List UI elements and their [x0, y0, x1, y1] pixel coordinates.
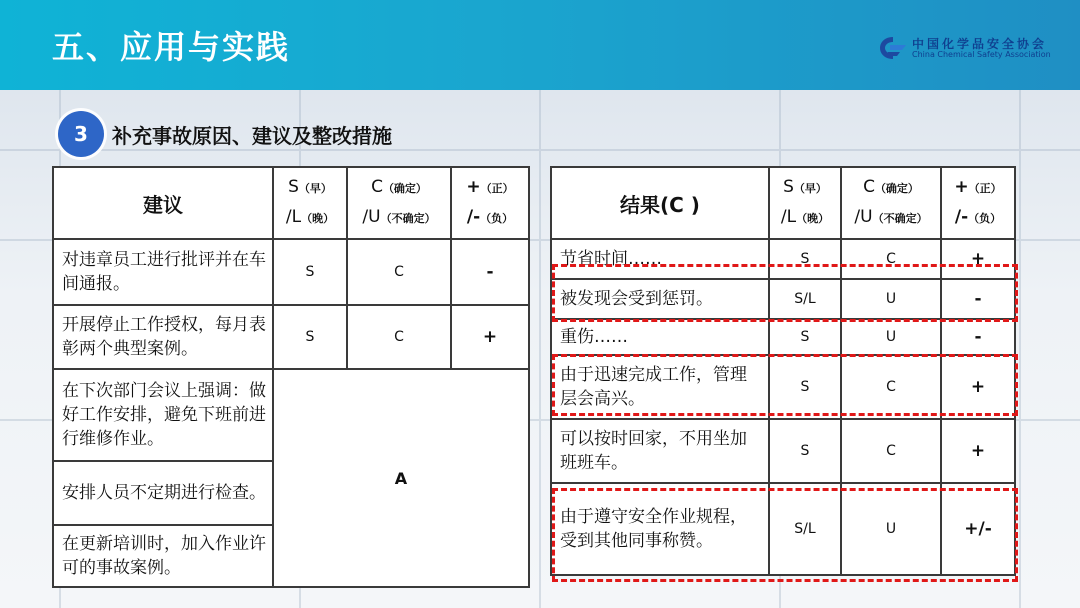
polarity-cell: - [451, 239, 529, 305]
result-text: 重伤…… [551, 319, 769, 355]
suggestion-text: 在下次部门会议上强调：做好工作安排，避免下班前进行维修作业。 [53, 369, 273, 461]
logo-english-name: China Chemical Safety Association [912, 50, 1051, 59]
certainty-cell: C [841, 355, 941, 419]
timing-cell: S [769, 319, 841, 355]
timing-cell: S/L [769, 279, 841, 319]
timing-cell: S [769, 239, 841, 279]
suggestion-text: 对违章员工进行批评并在车间通报。 [53, 239, 273, 305]
certainty-cell: U [841, 483, 941, 575]
header-bar [0, 0, 1080, 90]
header-suggestion: 建议 [53, 167, 273, 239]
header-polarity: +（正） /-（负） [451, 167, 529, 239]
table-row [551, 279, 1015, 319]
association-logo [876, 34, 1051, 64]
table-row [53, 239, 529, 305]
logo-mark-icon [876, 34, 910, 62]
polarity-cell: - [941, 319, 1015, 355]
certainty-cell: C [347, 305, 451, 369]
table-row [551, 355, 1015, 419]
timing-cell: S/L [769, 483, 841, 575]
table-row [551, 483, 1015, 575]
header-result: 结果(C ) [551, 167, 769, 239]
result-text: 可以按时回家，不用坐加班班车。 [551, 419, 769, 483]
logo-chinese-name: 中国化学品安全协会 [912, 37, 1048, 51]
table-row [551, 239, 1015, 279]
consequences-table [550, 166, 1016, 576]
polarity-cell: - [941, 279, 1015, 319]
header-polarity: +（正） /-（负） [941, 167, 1015, 239]
result-text: 由于迅速完成工作，管理层会高兴。 [551, 355, 769, 419]
timing-cell: S [273, 239, 347, 305]
result-text: 由于遵守安全作业规程，受到其他同事称赞。 [551, 483, 769, 575]
section-title: 补充事故原因、建议及整改措施 [112, 124, 392, 148]
timing-cell: S [769, 419, 841, 483]
result-text: 节省时间…… [551, 239, 769, 279]
suggestions-table [52, 166, 530, 588]
table-row [53, 369, 529, 461]
suggestion-text: 开展停止工作授权，每月表彰两个典型案例。 [53, 305, 273, 369]
polarity-cell: + [941, 419, 1015, 483]
suggestion-text: 在更新培训时，加入作业许可的事故案例。 [53, 525, 273, 587]
polarity-cell: + [451, 305, 529, 369]
merged-category-cell: A [273, 369, 529, 587]
section-number-badge: 3 [58, 111, 104, 157]
table-row [551, 419, 1015, 483]
certainty-cell: U [841, 279, 941, 319]
table-header-row [53, 167, 529, 239]
timing-cell: S [273, 305, 347, 369]
page-title: 五、应用与实践 [52, 28, 291, 66]
result-text: 被发现会受到惩罚。 [551, 279, 769, 319]
table-header-row [551, 167, 1015, 239]
header-certainty: C（确定） /U（不确定） [347, 167, 451, 239]
polarity-cell: +/- [941, 483, 1015, 575]
table-row [53, 305, 529, 369]
header-timing: S（早） /L（晚） [273, 167, 347, 239]
certainty-cell: C [841, 419, 941, 483]
header-timing: S（早） /L（晚） [769, 167, 841, 239]
header-certainty: C（确定） /U（不确定） [841, 167, 941, 239]
certainty-cell: C [841, 239, 941, 279]
timing-cell: S [769, 355, 841, 419]
polarity-cell: + [941, 355, 1015, 419]
suggestion-text: 安排人员不定期进行检查。 [53, 461, 273, 525]
polarity-cell: + [941, 239, 1015, 279]
certainty-cell: C [347, 239, 451, 305]
table-row [551, 319, 1015, 355]
certainty-cell: U [841, 319, 941, 355]
